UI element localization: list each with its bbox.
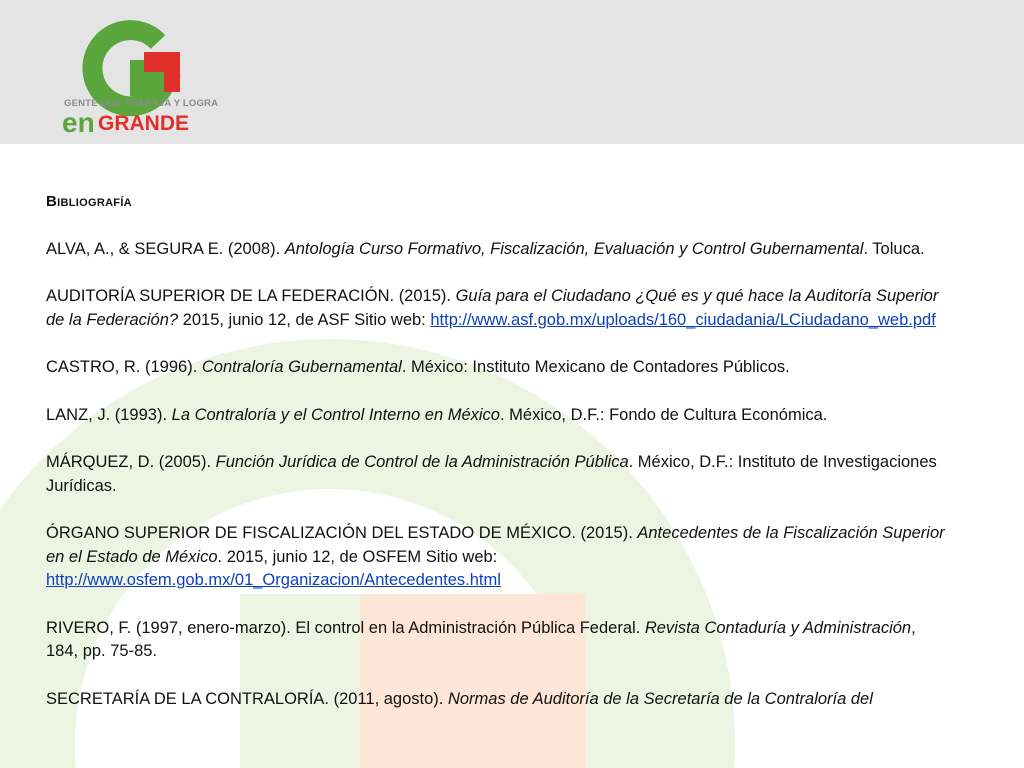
reference-text: CASTRO, R. (1996). [46, 358, 202, 376]
bibliography-entry [46, 356, 946, 380]
reference-link[interactable]: http://www.osfem.gob.mx/01_Organizacion/Antecedentes.html [46, 571, 501, 589]
bibliography-section [46, 190, 946, 735]
logo-brand-grande: GRANDE [98, 112, 190, 135]
reference-title: Función Jurídica de Control de la Administración Pública [215, 453, 629, 471]
reference-text: ÓRGANO SUPERIOR DE FISCALIZACIÓN DEL ESTADO DE MÉXICO. (2015). [46, 524, 638, 542]
reference-link[interactable]: http://www.asf.gob.mx/uploads/160_ciudadania/LCiudadano_web.pdf [430, 310, 936, 329]
bibliography-entry [46, 688, 946, 712]
logo-tagline: GENTE QUE TRABAJA Y LOGRA [64, 98, 219, 109]
reference-text: . Toluca. [863, 239, 925, 258]
reference-text: LANZ, J. (1993). [46, 405, 172, 424]
reference-text: , 184, pp. 75-85. [46, 618, 916, 660]
logo-brand-en: en [62, 107, 95, 136]
bibliography-entry [46, 451, 946, 498]
bibliography-entry [46, 285, 946, 332]
reference-title: Contraloría Gubernamental [201, 358, 402, 376]
bibliography-entry [46, 617, 946, 664]
reference-text: AUDITORÍA SUPERIOR DE LA FEDERACIÓN. (2015). [46, 287, 456, 305]
reference-text: SECRETARÍA DE LA CONTRALORÍA. (2011, agosto). [46, 689, 448, 708]
reference-text: . México, D.F.: Instituto de Investigaciones Jurídicas. [46, 453, 937, 495]
reference-text: . 2015, junio 12, de OSFEM Sitio web: [217, 547, 498, 566]
reference-text: 2015, junio 12, de ASF Sitio web: [178, 310, 431, 329]
reference-text: . México: Instituto Mexicano de Contadores Públicos. [401, 358, 790, 376]
header-bar [0, 0, 1024, 144]
bibliography-heading: Bibliografía [46, 193, 132, 210]
gente-que-trabaja-logo [60, 14, 220, 136]
reference-title: Guía para el Ciudadano ¿Qué es y qué hace la Auditoría Superior de la Federación? [46, 287, 939, 329]
reference-title: Revista Contaduría y Administración [644, 618, 912, 637]
reference-text: MÁRQUEZ, D. (2005). [46, 453, 216, 471]
reference-title: Antecedentes de la Fiscalización Superior en el Estado de México [46, 524, 945, 566]
bibliography-list [46, 238, 946, 712]
reference-text: ALVA, A., & SEGURA E. (2008). [46, 239, 285, 258]
bibliography-entry [46, 522, 946, 593]
bibliography-entry [46, 238, 946, 262]
bibliography-entry [46, 404, 946, 428]
reference-text: RIVERO, F. (1997, enero-marzo). El control en la Administración Pública Federal. [46, 618, 645, 637]
reference-text: . México, D.F.: Fondo de Cultura Económica. [499, 405, 828, 424]
reference-title: Antología Curso Formativo, Fiscalización, Evaluación y Control Gubernamental [284, 239, 864, 258]
reference-title: La Contraloría y el Control Interno en México [171, 405, 500, 424]
reference-title: Normas de Auditoría de la Secretaría de la Contraloría del [447, 689, 873, 708]
